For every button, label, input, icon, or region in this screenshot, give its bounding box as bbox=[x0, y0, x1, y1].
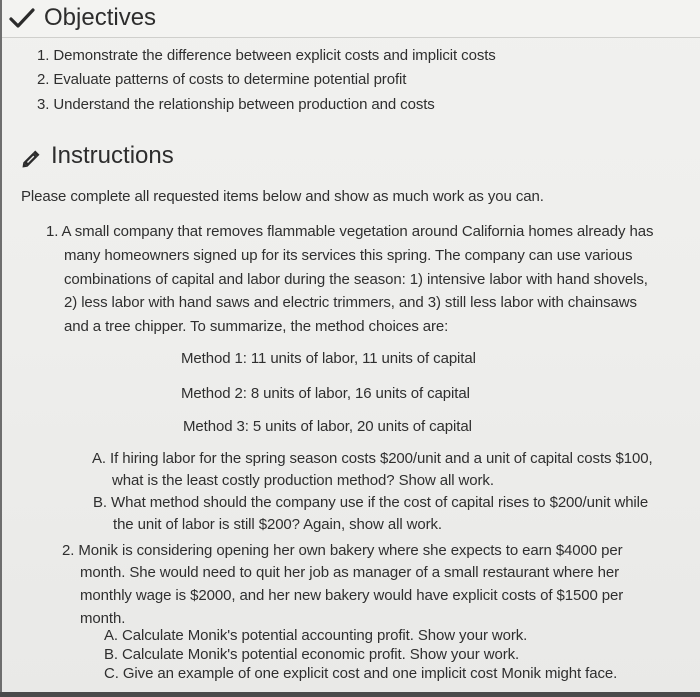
q2-line-1: 2. Monik is considering opening her own bakery where she expects to earn $4000 per bbox=[62, 542, 623, 559]
q1a-line-1: A. If hiring labor for the spring season costs $200/unit and a unit of capital costs $100, bbox=[92, 450, 653, 467]
q1b-line-2: the unit of labor is still $200? Again, show all work. bbox=[113, 516, 442, 533]
q2-line-2: month. She would need to quit her job as manager of a small restaurant where her bbox=[80, 564, 619, 581]
method-2: Method 2: 8 units of labor, 16 units of capital bbox=[181, 385, 470, 402]
q1b-line-1: B. What method should the company use if the cost of capital rises to $200/unit while bbox=[93, 494, 649, 511]
checkmark-icon bbox=[9, 7, 35, 29]
objective-item-2: 2. Evaluate patterns of costs to determine potential profit bbox=[37, 71, 407, 88]
q2-line-4: month. bbox=[80, 610, 126, 627]
q1a-line-2: what is the least costly production method? Show all work. bbox=[112, 472, 494, 489]
q1-line-1: 1. A small company that removes flammable vegetation around California homes already has bbox=[46, 223, 654, 240]
q2c: C. Give an example of one explicit cost and one implicit cost Monik might face. bbox=[104, 665, 618, 682]
method-3: Method 3: 5 units of labor, 20 units of capital bbox=[183, 418, 472, 435]
q2a: A. Calculate Monik's potential accounting profit. Show your work. bbox=[104, 627, 528, 644]
photo-frame-bottom bbox=[0, 692, 700, 697]
pencil-icon bbox=[19, 147, 43, 171]
q1-line-5: and a tree chipper. To summarize, the method choices are: bbox=[64, 318, 449, 335]
objectives-heading: Objectives bbox=[44, 4, 157, 31]
method-1: Method 1: 11 units of labor, 11 units of capital bbox=[181, 350, 476, 367]
instructions-intro: Please complete all requested items below and show as much work as you can. bbox=[21, 188, 544, 205]
objective-item-1: 1. Demonstrate the difference between explicit costs and implicit costs bbox=[37, 47, 496, 64]
instructions-heading: Instructions bbox=[51, 142, 174, 169]
photo-frame-edge bbox=[0, 0, 2, 697]
q1-line-2: many homeowners signed up for its services this spring. The company can use various bbox=[64, 247, 633, 264]
q2-line-3: monthly wage is $2000, and her new bakery would have explicit costs of $1500 per bbox=[80, 587, 624, 604]
q1-line-4: 2) less labor with hand saws and electric trimmers, and 3) still less labor with chainsaws bbox=[64, 294, 637, 311]
q2b: B. Calculate Monik's potential economic profit. Show your work. bbox=[104, 646, 520, 663]
q1-line-3: combinations of capital and labor during the season: 1) intensive labor with hand shovels, bbox=[64, 271, 648, 288]
objective-item-3: 3. Understand the relationship between production and costs bbox=[37, 96, 435, 113]
